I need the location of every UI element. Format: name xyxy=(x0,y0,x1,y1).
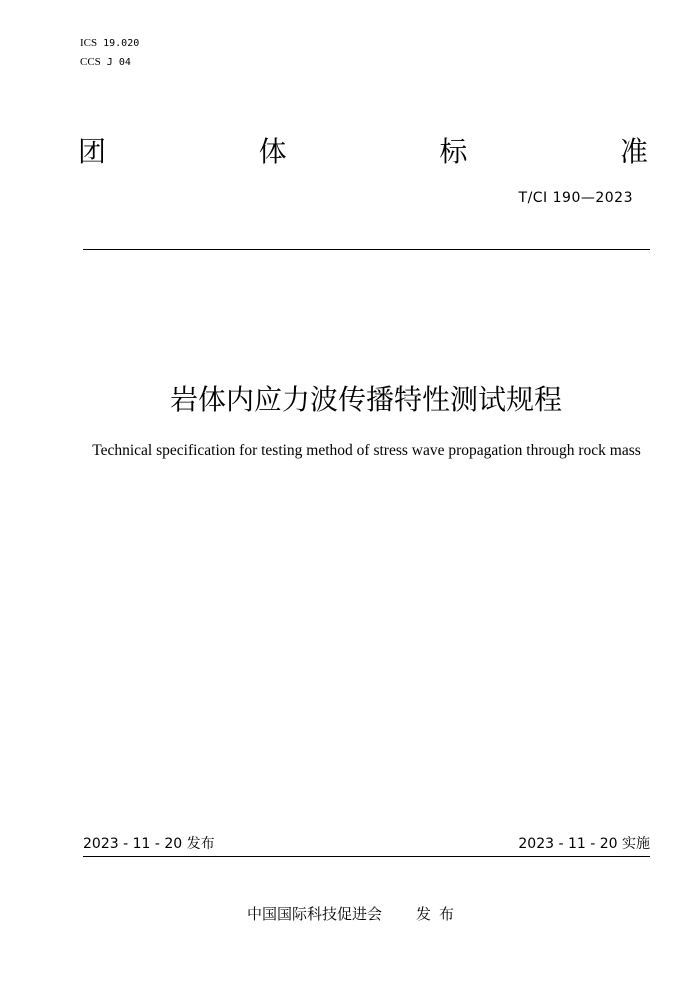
standard-type-heading xyxy=(78,132,648,172)
ics-label: ICS xyxy=(80,37,98,49)
title-english: Technical specification for testing method of stress wave propagation through rock mass xyxy=(92,442,641,459)
publisher-action: 发布 xyxy=(416,905,463,923)
standard-type-char: 体 xyxy=(258,135,287,168)
publisher xyxy=(247,904,462,924)
header-divider xyxy=(83,249,650,250)
footer-divider xyxy=(83,856,650,857)
release-date: 2023 - 11 - 20 发布 xyxy=(83,836,215,852)
ccs-code xyxy=(80,53,139,72)
standard-type-char: 准 xyxy=(619,135,648,168)
date-row xyxy=(83,834,650,854)
title-chinese: 岩体内应力波传播特性测试规程 xyxy=(169,383,562,416)
ics-value: 19.020 xyxy=(103,38,140,49)
publisher-name: 中国国际科技促进会 xyxy=(247,905,383,923)
ccs-label: CCS xyxy=(80,56,101,68)
implement-date: 2023 - 11 - 20 实施 xyxy=(518,836,650,852)
standard-type-char: 团 xyxy=(78,135,107,168)
ics-code xyxy=(80,34,139,53)
classification-codes xyxy=(80,34,139,72)
standard-number: T/CI 190—2023 xyxy=(518,190,633,206)
ccs-value: J 04 xyxy=(106,57,131,68)
standard-type-char: 标 xyxy=(439,135,468,168)
